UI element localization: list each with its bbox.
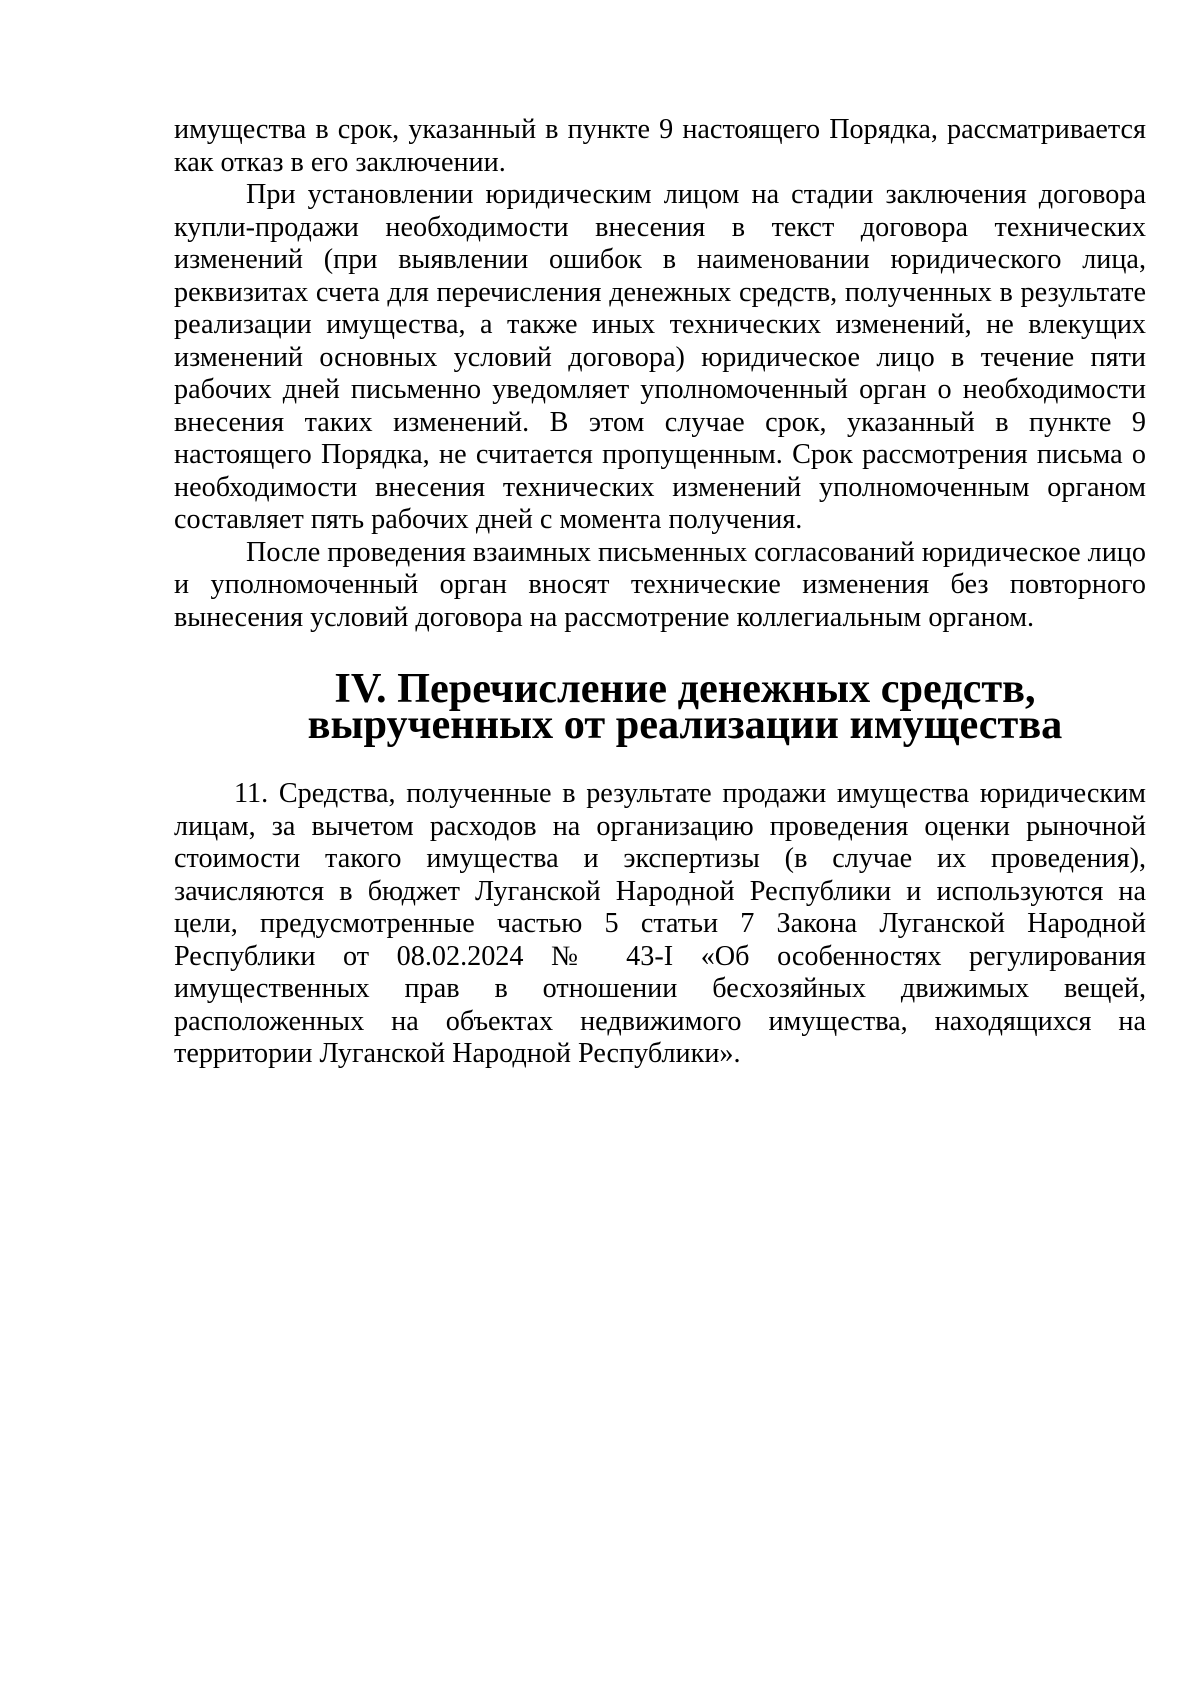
paragraph-continuation: имущества в срок, указанный в пункте 9 настоящего Порядка, рассматривается как отказ в его заключении. [174, 114, 1146, 178]
section-heading: IV. Перечисление денежных средств, вырученных от реализации имущества [307, 665, 1063, 748]
paragraph-item-11: 11. Средства, полученные в результате продажи имущества юридическим лицам, за вычетом расходов на организацию проведения оценки рыночной стоимости такого имущества и экспертизы (в случае их проведения), зачисляются в бюджет Луганской Народной Республики и используются на цели, предусмотренные частью 5 статьи 7 Закона Луганской Народной Республики от 08.02.2024 № 43-I «Об особенностях регулирования имущественных прав в отношении бесхозяйных движимых вещей, расположенных на объектах недвижимого имущества, находящихся на территории Луганской Народной Республики». [174, 778, 1146, 1069]
document-body [174, 114, 1146, 1071]
paragraph-agreements: После проведения взаимных письменных согласований юридическое лицо и уполномоченный орган вносят технические изменения без повторного вынесения условий договора на рассмотрение коллегиальным органом. [174, 536, 1146, 633]
paragraph-technical-changes: При установлении юридическим лицом на стадии заключения договора купли-продажи необходимости внесения в текст договора технических изменений (при выявлении ошибок в наименовании юридического лица, реквизитах счета для перечисления денежных средств, полученных в результате реализации имущества, а также иных технических изменений, не влекущих изменений основных условий договора) юридическое лицо в течение пяти рабочих дней письменно уведомляет уполномоченный орган о необходимости внесения таких изменений. В этом случае срок, указанный в пункте 9 настоящего Порядка, не считается пропущенным. Срок рассмотрения письма о необходимости внесения технических изменений уполномоченным органом составляет пять рабочих дней с момента получения. [174, 179, 1146, 535]
